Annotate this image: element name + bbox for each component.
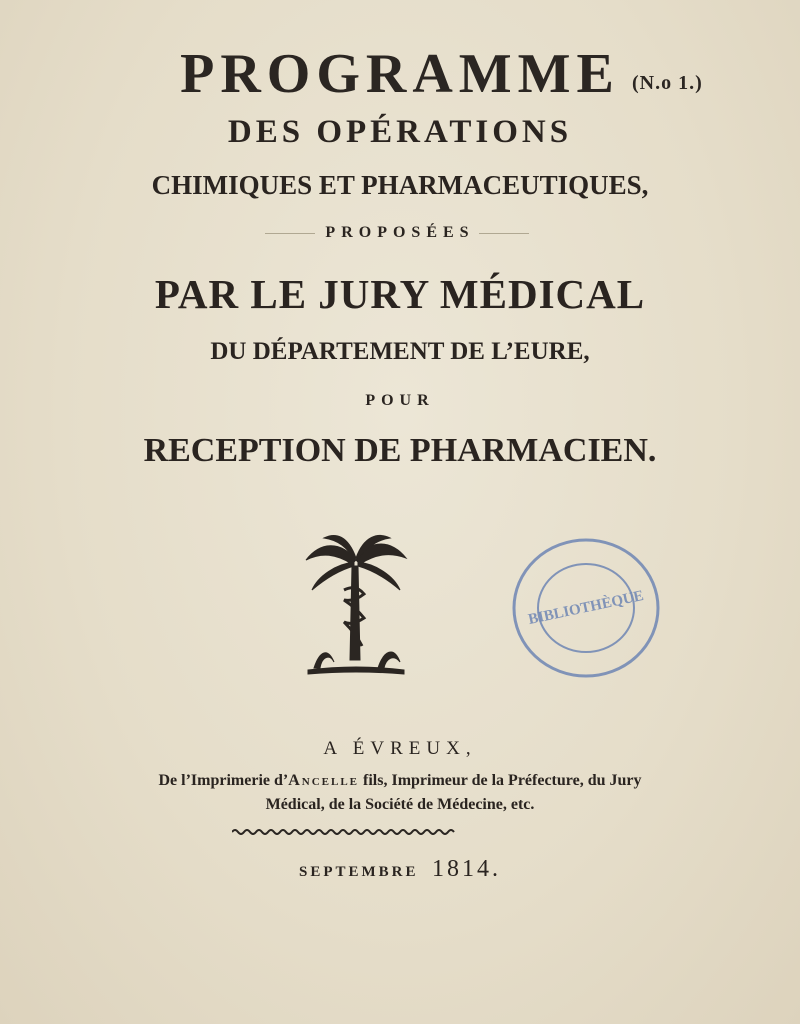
- printer-line-2: Médical, de la Société de Médecine, etc.: [265, 796, 535, 813]
- pour-line: POUR: [365, 392, 435, 409]
- printer-prefix: De l’Imprimerie d’: [158, 772, 289, 789]
- document-title: PROGRAMME: [180, 43, 620, 105]
- subtitle-line-3: [0, 224, 800, 242]
- date-year: 1814.: [432, 856, 502, 882]
- reception-heading: RECEPTION DE PHARMACIEN.: [143, 432, 657, 469]
- department-line: DU DÉPARTEMENT DE L’EURE,: [210, 338, 590, 365]
- proposees-text: PROPOSÉES: [325, 224, 475, 241]
- subtitle-line-2: CHIMIQUES ET PHARMACEUTIQUES,: [151, 170, 649, 200]
- stamp-text: BIBLIOTHÈQUE: [526, 587, 646, 629]
- date-month: SEPTEMBRE: [298, 864, 419, 880]
- ornamental-rule: [232, 828, 456, 836]
- printer-suffix: fils, Imprimeur de la Préfecture, du Jury: [359, 772, 642, 789]
- place-line: A ÉVREUX,: [323, 738, 477, 759]
- library-stamp-icon: [508, 532, 664, 684]
- palm-serpent-vignette-icon: [300, 530, 412, 680]
- subtitle-line-1: DES OPÉRATIONS: [227, 114, 573, 150]
- printer-line-1: [0, 772, 800, 790]
- issue-number: (N.o 1.): [632, 72, 703, 94]
- jury-heading: PAR LE JURY MÉDICAL: [154, 271, 646, 317]
- printer-name: Ancelle: [288, 772, 360, 789]
- date-line: [0, 856, 800, 883]
